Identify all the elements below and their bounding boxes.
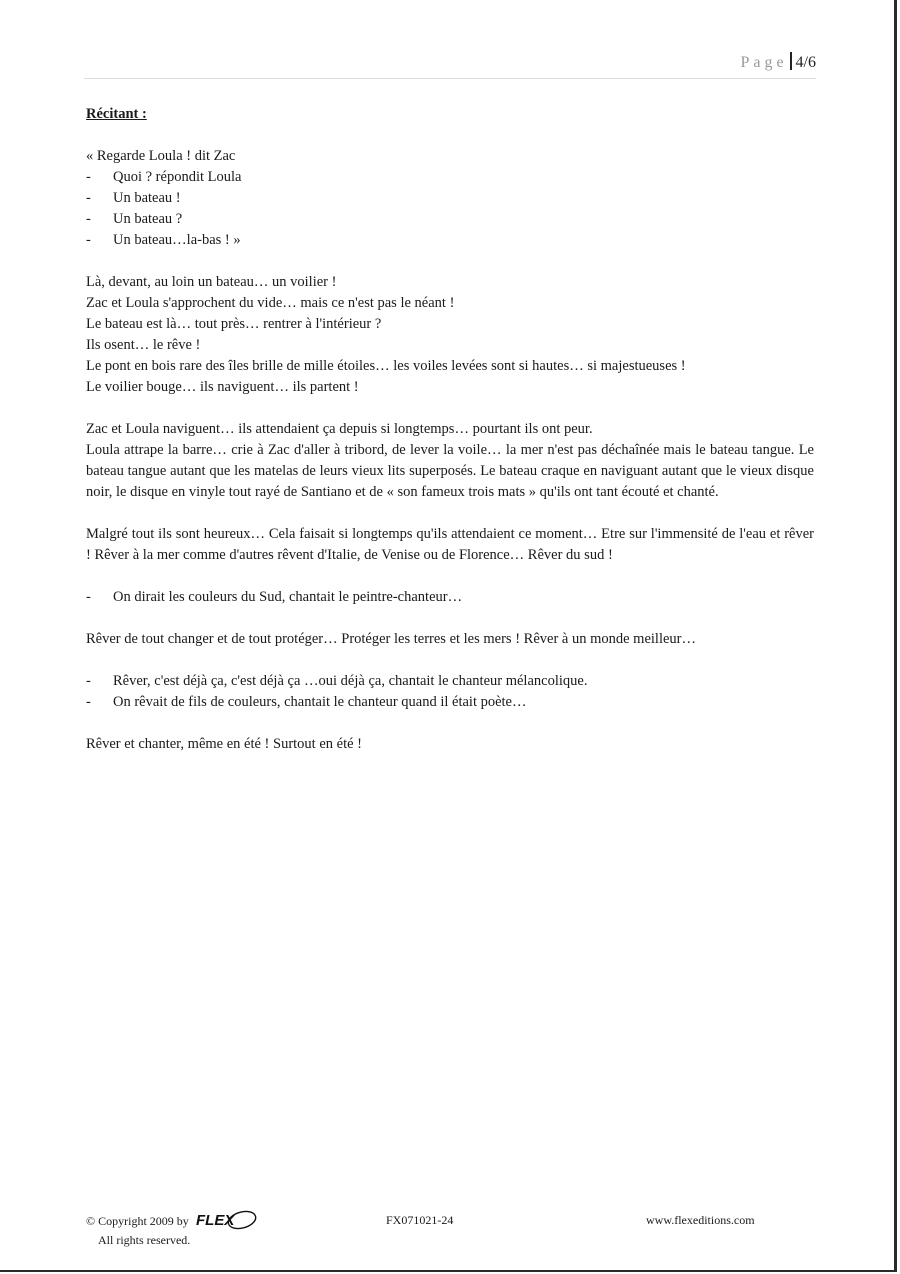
page-header — [84, 50, 816, 79]
paragraph-sailing — [86, 419, 814, 503]
dialogue-line: - Quoi ? répondit Loula — [86, 167, 814, 188]
section-heading: Récitant : — [86, 106, 147, 122]
website-link[interactable]: www.flexeditions.com — [646, 1213, 755, 1227]
copyright-text: © Copyright 2009 by — [86, 1213, 189, 1228]
page-footer — [86, 1212, 814, 1252]
text-line: Ils osent… le rêve ! — [86, 337, 201, 353]
paragraph-better-world: Rêver de tout changer et de tout protéger… Protéger les terres et les mers ! Rêver à un monde meilleur… — [86, 631, 696, 647]
dialogue-opening: « Regarde Loula ! dit Zac — [86, 148, 236, 164]
dialogue-line: - Un bateau ! — [86, 188, 814, 209]
rights-text: All rights reserved. — [98, 1233, 191, 1247]
text-line: Zac et Loula s'approchent du vide… mais ce n'est pas le néant ! — [86, 295, 455, 311]
dialogue-block — [86, 146, 814, 251]
reference-code: FX071021-24 — [386, 1213, 454, 1227]
flex-logo — [194, 1210, 260, 1230]
song-quote-list — [86, 587, 814, 608]
document-body — [86, 104, 814, 776]
song-quote-list — [86, 671, 814, 713]
paragraph-dreaming: Malgré tout ils sont heureux… Cela faisait si longtemps qu'ils attendaient ce moment… Etre sur l'immensité de l'eau et rêver ! Rêver à la mer comme d'autres rêvent d'Italie, de Venise ou de Florence… Rêver du sud ! — [86, 526, 814, 563]
page-separator — [790, 52, 792, 70]
song-quote: - Rêver, c'est déjà ça, c'est déjà ça …oui déjà ça, chantait le chanteur mélancolique. — [86, 671, 814, 692]
svg-text:FLEX: FLEX — [195, 1212, 235, 1229]
dialogue-line: - Un bateau…la-bas ! » — [86, 230, 814, 251]
copyright-block — [86, 1212, 260, 1248]
text-line: Le bateau est là… tout près… rentrer à l'intérieur ? — [86, 316, 382, 332]
song-quote: - On dirait les couleurs du Sud, chantait le peintre-chanteur… — [86, 587, 814, 608]
paragraph-text: Loula attrape la barre… crie à Zac d'aller à tribord, de lever la voile… la mer n'est pas déchaînée mais le bateau tangue. Le bateau tangue autant que les matelas de leurs vieux lits superposés. Le bateau craque en naviguant autant que le vieux disque noir, le disque en vinyle tout rayé de Santiano et de « son fameux trois mats » qu'ils ont tant écouté et chanté. — [86, 442, 814, 500]
flex-logo-graphic — [194, 1210, 260, 1230]
text-line: Zac et Loula naviguent… ils attendaient ça depuis si longtemps… pourtant ils ont peur. — [86, 421, 593, 437]
page-number: 4/6 — [795, 54, 816, 71]
text-line: Là, devant, au loin un bateau… un voilier ! — [86, 274, 337, 290]
paragraph-summer: Rêver et chanter, même en été ! Surtout en été ! — [86, 736, 363, 752]
dialogue-list — [86, 167, 814, 251]
text-line: Le voilier bouge… ils naviguent… ils partent ! — [86, 379, 359, 395]
page-word: Page — [740, 54, 788, 71]
song-quote: - On rêvait de fils de couleurs, chantait le chanteur quand il était poète… — [86, 692, 814, 713]
text-line: Le pont en bois rare des îles brille de mille étoiles… les voiles levées sont si hautes… si majestueuses ! — [86, 358, 686, 374]
paragraph-boat — [86, 272, 814, 398]
page-indicator — [740, 52, 816, 72]
dialogue-line: - Un bateau ? — [86, 209, 814, 230]
